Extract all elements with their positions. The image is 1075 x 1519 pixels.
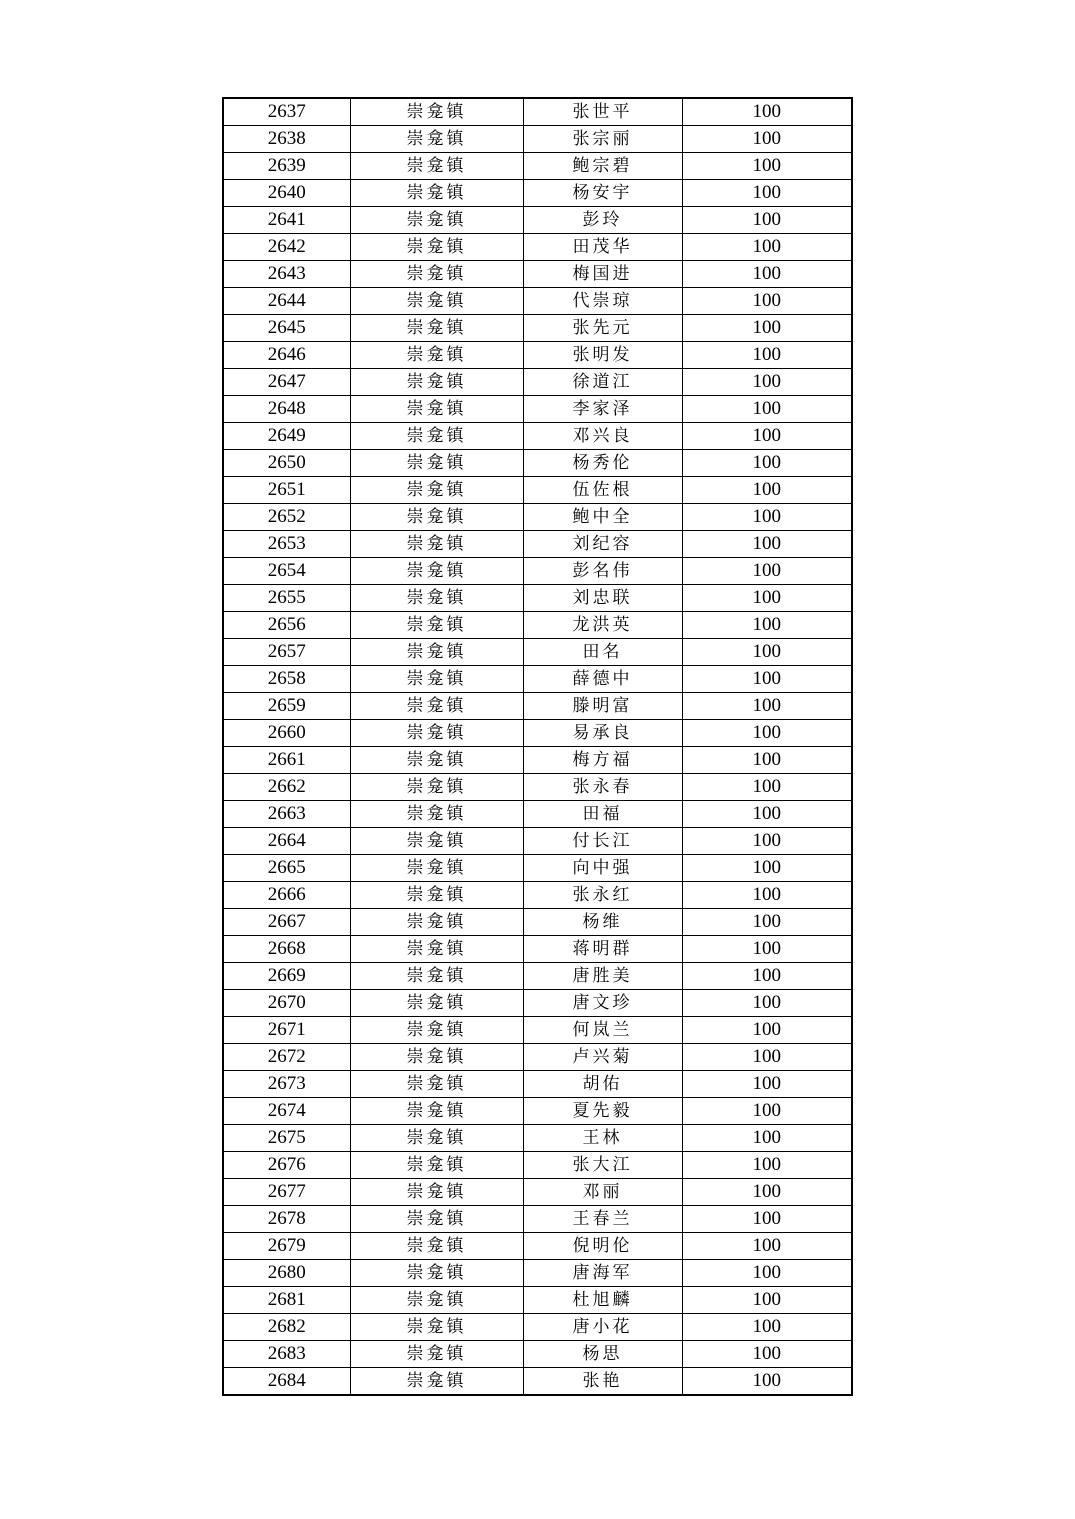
amount-cell: 100 — [682, 855, 852, 882]
serial-number-cell: 2644 — [223, 288, 350, 315]
person-name-cell: 何岚兰 — [523, 1017, 682, 1044]
township-cell: 崇龛镇 — [350, 1233, 523, 1260]
serial-number-cell: 2661 — [223, 747, 350, 774]
table-row — [223, 1179, 852, 1206]
township-cell: 崇龛镇 — [350, 504, 523, 531]
person-name-cell: 唐海军 — [523, 1260, 682, 1287]
table-row — [223, 1098, 852, 1125]
serial-number-cell: 2650 — [223, 450, 350, 477]
amount-cell: 100 — [682, 126, 852, 153]
person-name-cell: 鲍中全 — [523, 504, 682, 531]
table-row — [223, 1152, 852, 1179]
township-cell: 崇龛镇 — [350, 1287, 523, 1314]
township-cell: 崇龛镇 — [350, 315, 523, 342]
serial-number-cell: 2678 — [223, 1206, 350, 1233]
table-row — [223, 450, 852, 477]
person-name-cell: 李家泽 — [523, 396, 682, 423]
amount-cell: 100 — [682, 504, 852, 531]
serial-number-cell: 2658 — [223, 666, 350, 693]
person-name-cell: 杨秀伦 — [523, 450, 682, 477]
table-row — [223, 1341, 852, 1368]
serial-number-cell: 2665 — [223, 855, 350, 882]
person-name-cell: 张先元 — [523, 315, 682, 342]
serial-number-cell: 2640 — [223, 180, 350, 207]
serial-number-cell: 2667 — [223, 909, 350, 936]
table-row — [223, 774, 852, 801]
amount-cell: 100 — [682, 747, 852, 774]
table-row — [223, 1017, 852, 1044]
amount-cell: 100 — [682, 423, 852, 450]
table-row — [223, 207, 852, 234]
township-cell: 崇龛镇 — [350, 1314, 523, 1341]
serial-number-cell: 2659 — [223, 693, 350, 720]
amount-cell: 100 — [682, 558, 852, 585]
table-row — [223, 1287, 852, 1314]
person-name-cell: 张艳 — [523, 1368, 682, 1396]
person-name-cell: 唐胜美 — [523, 963, 682, 990]
township-cell: 崇龛镇 — [350, 585, 523, 612]
township-cell: 崇龛镇 — [350, 1098, 523, 1125]
person-name-cell: 田福 — [523, 801, 682, 828]
serial-number-cell: 2653 — [223, 531, 350, 558]
table-row — [223, 477, 852, 504]
table-row — [223, 828, 852, 855]
table-row — [223, 909, 852, 936]
person-name-cell: 彭玲 — [523, 207, 682, 234]
township-cell: 崇龛镇 — [350, 423, 523, 450]
amount-cell: 100 — [682, 261, 852, 288]
table-row — [223, 990, 852, 1017]
person-name-cell: 邓兴良 — [523, 423, 682, 450]
serial-number-cell: 2677 — [223, 1179, 350, 1206]
amount-cell: 100 — [682, 1314, 852, 1341]
table-row — [223, 1206, 852, 1233]
serial-number-cell: 2643 — [223, 261, 350, 288]
township-cell: 崇龛镇 — [350, 747, 523, 774]
serial-number-cell: 2647 — [223, 369, 350, 396]
township-cell: 崇龛镇 — [350, 1071, 523, 1098]
serial-number-cell: 2638 — [223, 126, 350, 153]
person-name-cell: 徐道江 — [523, 369, 682, 396]
person-name-cell: 王春兰 — [523, 1206, 682, 1233]
person-name-cell: 彭名伟 — [523, 558, 682, 585]
table-row — [223, 1314, 852, 1341]
amount-cell: 100 — [682, 234, 852, 261]
person-name-cell: 鲍宗碧 — [523, 153, 682, 180]
serial-number-cell: 2651 — [223, 477, 350, 504]
township-cell: 崇龛镇 — [350, 1341, 523, 1368]
person-name-cell: 张世平 — [523, 98, 682, 126]
township-cell: 崇龛镇 — [350, 234, 523, 261]
amount-cell: 100 — [682, 1233, 852, 1260]
serial-number-cell: 2673 — [223, 1071, 350, 1098]
amount-cell: 100 — [682, 693, 852, 720]
amount-cell: 100 — [682, 396, 852, 423]
township-cell: 崇龛镇 — [350, 261, 523, 288]
township-cell: 崇龛镇 — [350, 855, 523, 882]
serial-number-cell: 2662 — [223, 774, 350, 801]
table-row — [223, 963, 852, 990]
serial-number-cell: 2639 — [223, 153, 350, 180]
serial-number-cell: 2641 — [223, 207, 350, 234]
table-row — [223, 315, 852, 342]
serial-number-cell: 2675 — [223, 1125, 350, 1152]
township-cell: 崇龛镇 — [350, 612, 523, 639]
person-name-cell: 张大江 — [523, 1152, 682, 1179]
township-cell: 崇龛镇 — [350, 990, 523, 1017]
amount-cell: 100 — [682, 1287, 852, 1314]
serial-number-cell: 2676 — [223, 1152, 350, 1179]
amount-cell: 100 — [682, 612, 852, 639]
serial-number-cell: 2663 — [223, 801, 350, 828]
serial-number-cell: 2649 — [223, 423, 350, 450]
amount-cell: 100 — [682, 639, 852, 666]
township-cell: 崇龛镇 — [350, 1152, 523, 1179]
table-row — [223, 1044, 852, 1071]
township-cell: 崇龛镇 — [350, 882, 523, 909]
township-cell: 崇龛镇 — [350, 288, 523, 315]
person-name-cell: 田名 — [523, 639, 682, 666]
amount-cell: 100 — [682, 153, 852, 180]
serial-number-cell: 2670 — [223, 990, 350, 1017]
serial-number-cell: 2645 — [223, 315, 350, 342]
serial-number-cell: 2648 — [223, 396, 350, 423]
table-row — [223, 504, 852, 531]
person-name-cell: 唐小花 — [523, 1314, 682, 1341]
amount-cell: 100 — [682, 909, 852, 936]
table-row — [223, 720, 852, 747]
table-row — [223, 801, 852, 828]
serial-number-cell: 2660 — [223, 720, 350, 747]
table-row — [223, 612, 852, 639]
serial-number-cell: 2669 — [223, 963, 350, 990]
serial-number-cell: 2657 — [223, 639, 350, 666]
amount-cell: 100 — [682, 207, 852, 234]
person-name-cell: 付长江 — [523, 828, 682, 855]
table-row — [223, 369, 852, 396]
amount-cell: 100 — [682, 1206, 852, 1233]
amount-cell: 100 — [682, 936, 852, 963]
person-name-cell: 向中强 — [523, 855, 682, 882]
table-row — [223, 855, 852, 882]
table-row — [223, 882, 852, 909]
township-cell: 崇龛镇 — [350, 98, 523, 126]
amount-cell: 100 — [682, 450, 852, 477]
table-row — [223, 531, 852, 558]
person-name-cell: 田茂华 — [523, 234, 682, 261]
table-row — [223, 1125, 852, 1152]
person-name-cell: 杜旭麟 — [523, 1287, 682, 1314]
township-cell: 崇龛镇 — [350, 1179, 523, 1206]
township-cell: 崇龛镇 — [350, 1125, 523, 1152]
amount-cell: 100 — [682, 963, 852, 990]
person-name-cell: 杨思 — [523, 1341, 682, 1368]
table-row — [223, 396, 852, 423]
amount-cell: 100 — [682, 828, 852, 855]
serial-number-cell: 2679 — [223, 1233, 350, 1260]
amount-cell: 100 — [682, 990, 852, 1017]
township-cell: 崇龛镇 — [350, 666, 523, 693]
table-row — [223, 261, 852, 288]
table-row — [223, 180, 852, 207]
amount-cell: 100 — [682, 98, 852, 126]
person-name-cell: 王林 — [523, 1125, 682, 1152]
serial-number-cell: 2682 — [223, 1314, 350, 1341]
person-name-cell: 张明发 — [523, 342, 682, 369]
township-cell: 崇龛镇 — [350, 720, 523, 747]
township-cell: 崇龛镇 — [350, 369, 523, 396]
table-row — [223, 98, 852, 126]
amount-cell: 100 — [682, 1017, 852, 1044]
township-cell: 崇龛镇 — [350, 342, 523, 369]
serial-number-cell: 2652 — [223, 504, 350, 531]
township-cell: 崇龛镇 — [350, 558, 523, 585]
person-name-cell: 梅国进 — [523, 261, 682, 288]
township-cell: 崇龛镇 — [350, 936, 523, 963]
serial-number-cell: 2681 — [223, 1287, 350, 1314]
serial-number-cell: 2642 — [223, 234, 350, 261]
person-name-cell: 蒋明群 — [523, 936, 682, 963]
table-row — [223, 693, 852, 720]
person-name-cell: 邓丽 — [523, 1179, 682, 1206]
serial-number-cell: 2666 — [223, 882, 350, 909]
serial-number-cell: 2655 — [223, 585, 350, 612]
amount-cell: 100 — [682, 315, 852, 342]
serial-number-cell: 2674 — [223, 1098, 350, 1125]
table-row — [223, 1071, 852, 1098]
serial-number-cell: 2637 — [223, 98, 350, 126]
table-row — [223, 1260, 852, 1287]
person-name-cell: 刘纪容 — [523, 531, 682, 558]
table-row — [223, 1368, 852, 1396]
township-cell: 崇龛镇 — [350, 639, 523, 666]
amount-cell: 100 — [682, 1368, 852, 1396]
table-row — [223, 639, 852, 666]
amount-cell: 100 — [682, 369, 852, 396]
person-name-cell: 伍佐根 — [523, 477, 682, 504]
amount-cell: 100 — [682, 882, 852, 909]
serial-number-cell: 2671 — [223, 1017, 350, 1044]
amount-cell: 100 — [682, 666, 852, 693]
township-cell: 崇龛镇 — [350, 126, 523, 153]
amount-cell: 100 — [682, 585, 852, 612]
roster-table — [222, 97, 853, 1396]
amount-cell: 100 — [682, 1125, 852, 1152]
township-cell: 崇龛镇 — [350, 1017, 523, 1044]
table-row — [223, 936, 852, 963]
township-cell: 崇龛镇 — [350, 450, 523, 477]
township-cell: 崇龛镇 — [350, 1044, 523, 1071]
table-row — [223, 747, 852, 774]
amount-cell: 100 — [682, 1341, 852, 1368]
township-cell: 崇龛镇 — [350, 477, 523, 504]
table-row — [223, 666, 852, 693]
serial-number-cell: 2654 — [223, 558, 350, 585]
table-row — [223, 585, 852, 612]
table-row — [223, 423, 852, 450]
township-cell: 崇龛镇 — [350, 801, 523, 828]
person-name-cell: 倪明伦 — [523, 1233, 682, 1260]
person-name-cell: 梅方福 — [523, 747, 682, 774]
township-cell: 崇龛镇 — [350, 909, 523, 936]
amount-cell: 100 — [682, 1152, 852, 1179]
person-name-cell: 龙洪英 — [523, 612, 682, 639]
township-cell: 崇龛镇 — [350, 963, 523, 990]
person-name-cell: 薛德中 — [523, 666, 682, 693]
amount-cell: 100 — [682, 774, 852, 801]
township-cell: 崇龛镇 — [350, 531, 523, 558]
township-cell: 崇龛镇 — [350, 1206, 523, 1233]
serial-number-cell: 2672 — [223, 1044, 350, 1071]
amount-cell: 100 — [682, 1260, 852, 1287]
serial-number-cell: 2680 — [223, 1260, 350, 1287]
person-name-cell: 夏先毅 — [523, 1098, 682, 1125]
township-cell: 崇龛镇 — [350, 693, 523, 720]
serial-number-cell: 2664 — [223, 828, 350, 855]
township-cell: 崇龛镇 — [350, 396, 523, 423]
person-name-cell: 张永春 — [523, 774, 682, 801]
person-name-cell: 代崇琼 — [523, 288, 682, 315]
person-name-cell: 杨维 — [523, 909, 682, 936]
amount-cell: 100 — [682, 1071, 852, 1098]
person-name-cell: 张永红 — [523, 882, 682, 909]
amount-cell: 100 — [682, 180, 852, 207]
table-row — [223, 234, 852, 261]
person-name-cell: 杨安宇 — [523, 180, 682, 207]
person-name-cell: 卢兴菊 — [523, 1044, 682, 1071]
table-row — [223, 1233, 852, 1260]
township-cell: 崇龛镇 — [350, 180, 523, 207]
amount-cell: 100 — [682, 531, 852, 558]
township-cell: 崇龛镇 — [350, 153, 523, 180]
table-row — [223, 126, 852, 153]
serial-number-cell: 2684 — [223, 1368, 350, 1396]
township-cell: 崇龛镇 — [350, 1368, 523, 1396]
amount-cell: 100 — [682, 342, 852, 369]
amount-cell: 100 — [682, 1179, 852, 1206]
serial-number-cell: 2683 — [223, 1341, 350, 1368]
township-cell: 崇龛镇 — [350, 207, 523, 234]
person-name-cell: 唐文珍 — [523, 990, 682, 1017]
person-name-cell: 易承良 — [523, 720, 682, 747]
amount-cell: 100 — [682, 477, 852, 504]
table-row — [223, 342, 852, 369]
person-name-cell: 滕明富 — [523, 693, 682, 720]
person-name-cell: 胡佑 — [523, 1071, 682, 1098]
township-cell: 崇龛镇 — [350, 828, 523, 855]
table-row — [223, 288, 852, 315]
serial-number-cell: 2668 — [223, 936, 350, 963]
serial-number-cell: 2646 — [223, 342, 350, 369]
township-cell: 崇龛镇 — [350, 1260, 523, 1287]
amount-cell: 100 — [682, 288, 852, 315]
table-row — [223, 558, 852, 585]
amount-cell: 100 — [682, 801, 852, 828]
person-name-cell: 刘忠联 — [523, 585, 682, 612]
table-row — [223, 153, 852, 180]
roster-table-body — [223, 98, 852, 1395]
amount-cell: 100 — [682, 720, 852, 747]
amount-cell: 100 — [682, 1044, 852, 1071]
amount-cell: 100 — [682, 1098, 852, 1125]
serial-number-cell: 2656 — [223, 612, 350, 639]
person-name-cell: 张宗丽 — [523, 126, 682, 153]
township-cell: 崇龛镇 — [350, 774, 523, 801]
